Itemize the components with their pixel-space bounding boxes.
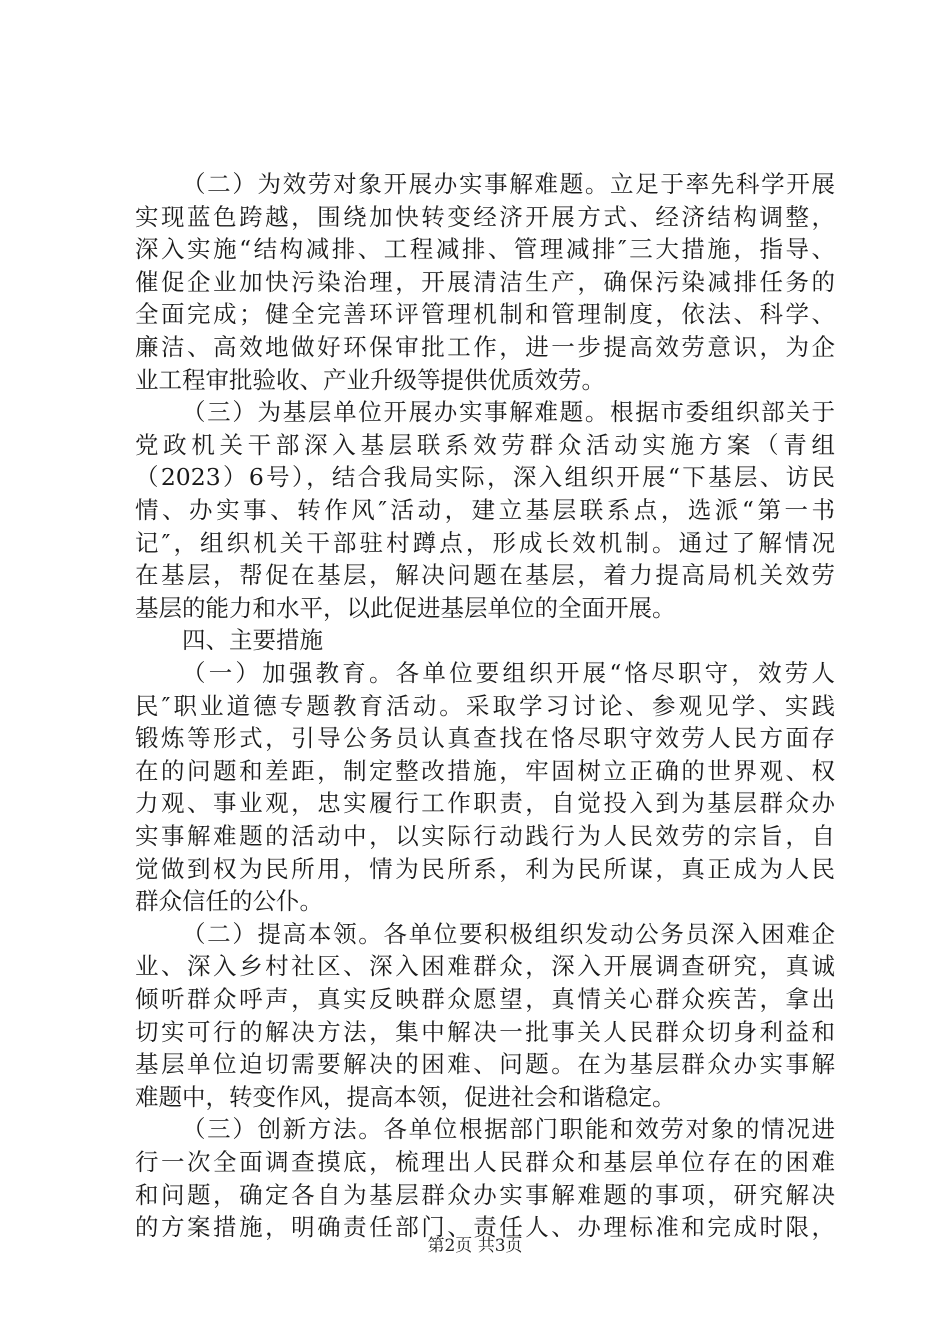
text-line: 实事解难题的活动中，以实际行动践行为人民效劳的宗旨，自 [135,822,835,850]
text-line: 在的问题和差距，制定整改措施，牢固树立正确的世界观、权 [135,756,835,785]
text-line: （三）为基层单位开展办实事解难题。根据市委组织部关于 [182,398,835,427]
text-line: （2023）6号），结合我局实际，深入组织开展“下基层、访民 [135,463,835,492]
text-line: 基层单位迫切需要解决的困难、问题。在为基层群众办实事解 [135,1050,835,1079]
section-heading: 四、主要措施 [182,626,323,655]
text-line: 倾听群众呼声，真实反映群众愿望，真情关心群众疾苦，拿出 [135,985,835,1013]
text-line: 力观、事业观，忠实履行工作职责，自觉投入到为基层群众办 [135,789,835,818]
text-line: （一）加强教育。各单位要组织开展“恪尽职守，效劳人 [182,659,835,687]
text-line: 和问题，确定各自为基层群众办实事解难题的事项，研究解决 [135,1180,835,1209]
text-line: （二）为效劳对象开展办实事解难题。立足于率先科学开展 [182,170,835,198]
text-line: 党政机关干部深入基层联系效劳群众活动实施方案（青组 [135,430,835,459]
text-line: 情、办实事、转作风″活动，建立基层联系点，选派“第一书 [135,496,835,524]
text-line: 业工程审批验收、产业升级等提供优质效劳。 [135,365,605,394]
text-line: 群众信任的公仆。 [135,887,323,916]
text-line: 深入实施“结构减排、工程减排、管理减排″三大措施，指导、 [135,235,835,264]
text-line: 民″职业道德专题教育活动。采取学习讨论、参观见学、实践 [135,691,835,720]
text-line: 全面完成；健全完善环评管理机制和管理制度，依法、科学、 [135,300,835,329]
text-line: 在基层，帮促在基层，解决问题在基层，着力提高局机关效劳 [135,561,835,590]
text-line: （三）创新方法。各单位根据部门职能和效劳对象的情况进 [182,1115,835,1144]
text-line: 的方案措施，明确责任部门、责任人、办理标准和完成时限， [135,1213,835,1242]
text-line: （二）提高本领。各单位要积极组织发动公务员深入困难企 [182,919,835,948]
text-line: 觉做到权为民所用，情为民所系，利为民所谋，真正成为人民 [135,854,835,883]
text-line: 业、深入乡村社区、深入困难群众，深入开展调查研究，真诚 [135,952,835,981]
text-line: 实现蓝色跨越，围绕加快转变经济开展方式、经济结构调整， [135,202,835,231]
text-line: 基层的能力和水平，以此促进基层单位的全面开展。 [135,593,676,622]
text-line: 锻炼等形式，引导公务员认真查找在恪尽职守效劳人民方面存 [135,724,835,753]
text-line: 难题中，转变作风，提高本领，促进社会和谐稳定。 [135,1082,676,1111]
text-line: 催促企业加快污染治理，开展清洁生产，确保污染减排任务的 [135,267,835,296]
text-line: 切实可行的解决方法，集中解决一批事关人民群众切身利益和 [135,1017,835,1046]
page-number-footer: 第2页 共3页 [427,1236,523,1256]
text-line: 行一次全面调查摸底，梳理出人民群众和基层单位存在的困难 [135,1148,835,1176]
text-line: 廉洁、高效地做好环保审批工作，进一步提高效劳意识，为企 [135,333,835,361]
text-line: 记″，组织机关干部驻村蹲点，形成长效机制。通过了解情况 [135,528,835,557]
